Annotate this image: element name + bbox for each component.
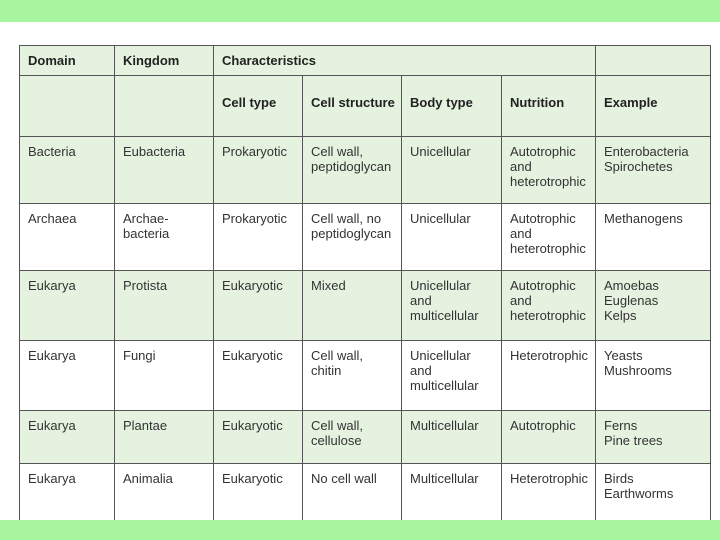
cell-body-type: Multicellular xyxy=(402,464,502,523)
cell-cell-structure: Cell wall, no peptidoglycan xyxy=(303,204,402,271)
header-blank-domain xyxy=(20,76,115,137)
cell-cell-type: Prokaryotic xyxy=(214,204,303,271)
header-row-sub xyxy=(20,76,711,137)
cell-example: Enterobacteria Spirochetes xyxy=(596,137,711,204)
header-kingdom: Kingdom xyxy=(115,46,214,76)
cell-example: Methanogens xyxy=(596,204,711,271)
cell-nutrition: Heterotrophic xyxy=(502,341,596,411)
header-blank-kingdom xyxy=(115,76,214,137)
cell-kingdom: Fungi xyxy=(115,341,214,411)
table-row xyxy=(20,271,711,341)
header-cell-structure: Cell structure xyxy=(303,76,402,137)
cell-domain: Eukarya xyxy=(20,464,115,523)
classification-table xyxy=(19,45,711,523)
cell-body-type: Unicellular and multicellular xyxy=(402,271,502,341)
header-characteristics: Characteristics xyxy=(214,46,596,76)
cell-kingdom: Animalia xyxy=(115,464,214,523)
cell-cell-type: Eukaryotic xyxy=(214,271,303,341)
cell-body-type: Multicellular xyxy=(402,411,502,464)
cell-nutrition: Autotrophic xyxy=(502,411,596,464)
cell-body-type: Unicellular xyxy=(402,204,502,271)
header-cell-type: Cell type xyxy=(214,76,303,137)
cell-kingdom: Protista xyxy=(115,271,214,341)
cell-domain: Bacteria xyxy=(20,137,115,204)
cell-example: Birds Earthworms xyxy=(596,464,711,523)
header-example: Example xyxy=(596,76,711,137)
cell-domain: Eukarya xyxy=(20,411,115,464)
cell-cell-type: Prokaryotic xyxy=(214,137,303,204)
cell-body-type: Unicellular and multicellular xyxy=(402,341,502,411)
cell-body-type: Unicellular xyxy=(402,137,502,204)
cell-cell-structure: Mixed xyxy=(303,271,402,341)
table-row xyxy=(20,204,711,271)
cell-nutrition: Autotrophic and heterotrophic xyxy=(502,204,596,271)
bottom-green-band xyxy=(0,520,720,540)
cell-nutrition: Autotrophic and heterotrophic xyxy=(502,271,596,341)
cell-cell-structure: No cell wall xyxy=(303,464,402,523)
cell-cell-structure: Cell wall, chitin xyxy=(303,341,402,411)
header-blank xyxy=(596,46,711,76)
header-row-top xyxy=(20,46,711,76)
table-row xyxy=(20,137,711,204)
cell-cell-type: Eukaryotic xyxy=(214,464,303,523)
cell-nutrition: Autotrophic and heterotrophic xyxy=(502,137,596,204)
header-domain: Domain xyxy=(20,46,115,76)
cell-cell-type: Eukaryotic xyxy=(214,411,303,464)
cell-domain: Eukarya xyxy=(20,271,115,341)
table-row xyxy=(20,341,711,411)
cell-nutrition: Heterotrophic xyxy=(502,464,596,523)
cell-domain: Eukarya xyxy=(20,341,115,411)
cell-kingdom: Eubacteria xyxy=(115,137,214,204)
table-row xyxy=(20,464,711,523)
top-green-band xyxy=(0,0,720,22)
header-body-type: Body type xyxy=(402,76,502,137)
cell-cell-structure: Cell wall, cellulose xyxy=(303,411,402,464)
table-row xyxy=(20,411,711,464)
cell-kingdom: Archae- bacteria xyxy=(115,204,214,271)
cell-example: Amoebas Euglenas Kelps xyxy=(596,271,711,341)
cell-domain: Archaea xyxy=(20,204,115,271)
cell-kingdom: Plantae xyxy=(115,411,214,464)
cell-cell-structure: Cell wall, peptidoglycan xyxy=(303,137,402,204)
cell-example: Ferns Pine trees xyxy=(596,411,711,464)
header-nutrition: Nutrition xyxy=(502,76,596,137)
cell-cell-type: Eukaryotic xyxy=(214,341,303,411)
cell-example: Yeasts Mushrooms xyxy=(596,341,711,411)
